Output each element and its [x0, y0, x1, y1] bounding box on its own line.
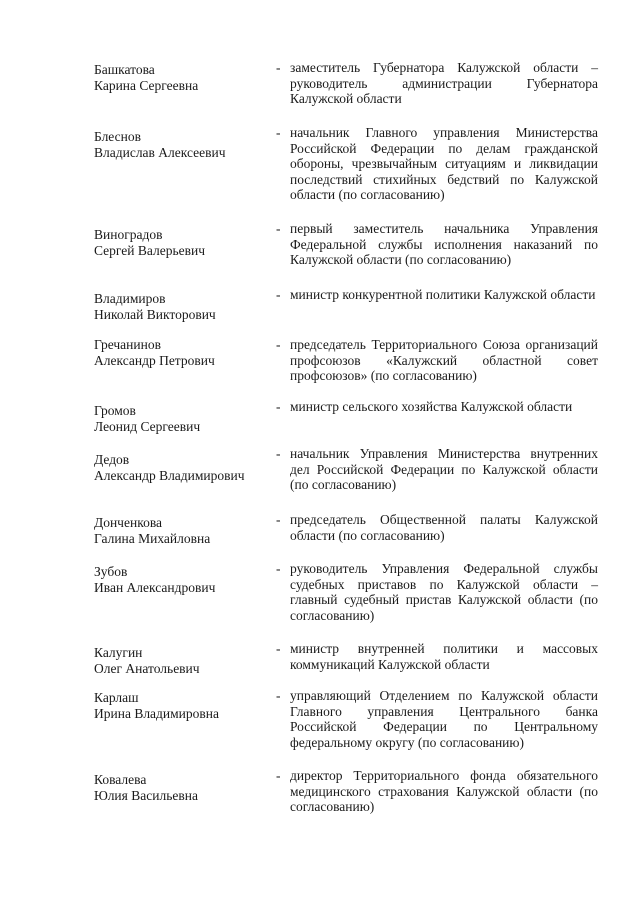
member-name	[94, 645, 274, 676]
member-position: заместитель Губернатора Калужской области – руководитель администрации Губернатора Калужской области	[290, 60, 598, 107]
member-surname: Владимиров	[94, 291, 166, 306]
member-name	[94, 129, 274, 160]
member-position: министр сельского хозяйства Калужской области	[290, 399, 573, 414]
member-surname: Виноградов	[94, 227, 163, 242]
member-position: министр конкурентной политики Калужской области	[290, 287, 596, 302]
member-given-names: Александр Владимирович	[94, 467, 245, 483]
member-given-names: Олег Анатольевич	[94, 660, 200, 676]
member-position: министр внутренней политики и массовых коммуникаций Калужской области	[290, 641, 598, 672]
member-surname: Башкатова	[94, 62, 155, 77]
member-name	[94, 564, 274, 595]
member-name	[94, 515, 274, 546]
separator-dash: -	[276, 125, 281, 140]
member-surname: Донченкова	[94, 515, 163, 530]
member-surname: Зубов	[94, 564, 128, 579]
member-position: начальник Главного управления Министерства Российской Федерации по делам гражданской обороны, чрезвычайным ситуациям и ликвидации последствий стихийных бедствий по Калужской области (по согласованию)	[290, 125, 598, 203]
member-surname: Гречанинов	[94, 337, 161, 352]
member-given-names: Ирина Владимировна	[94, 705, 220, 721]
member-surname: Калугин	[94, 645, 143, 660]
separator-dash: -	[276, 337, 281, 352]
member-name	[94, 337, 274, 368]
member-name	[94, 403, 274, 434]
member-given-names: Сергей Валерьевич	[94, 242, 205, 258]
separator-dash: -	[276, 512, 281, 527]
member-surname: Карлаш	[94, 690, 139, 705]
separator-dash: -	[276, 221, 281, 236]
separator-dash: -	[276, 446, 281, 461]
member-given-names: Галина Михайловна	[94, 530, 211, 546]
member-position: начальник Управления Министерства внутренних дел Российской Федерации по Калужской области (по согласованию)	[290, 446, 598, 493]
member-position: первый заместитель начальника Управления Федеральной службы исполнения наказаний по Калужской области (по согласованию)	[290, 221, 598, 268]
separator-dash: -	[276, 399, 281, 414]
member-name	[94, 62, 274, 93]
separator-dash: -	[276, 561, 281, 576]
separator-dash: -	[276, 60, 281, 75]
member-name	[94, 227, 274, 258]
member-position: руководитель Управления Федеральной службы судебных приставов по Калужской области – главный судебный пристав Калужской области (по согласованию)	[290, 561, 598, 623]
member-name	[94, 690, 274, 721]
member-position: председатель Территориального Союза организаций профсоюзов «Калужский областной совет профсоюзов» (по согласованию)	[290, 337, 598, 384]
separator-dash: -	[276, 688, 281, 703]
member-name	[94, 772, 274, 803]
member-position: управляющий Отделением по Калужской области Главного управления Центрального банка Российской Федерации по Центральному федеральному округу (по согласованию)	[290, 688, 598, 750]
member-surname: Блеснов	[94, 129, 141, 144]
member-given-names: Иван Александрович	[94, 579, 216, 595]
member-position: председатель Общественной палаты Калужской области (по согласованию)	[290, 512, 598, 543]
member-surname: Дедов	[94, 452, 130, 467]
separator-dash: -	[276, 641, 281, 656]
member-position: директор Территориального фонда обязательного медицинского страхования Калужской области (по согласованию)	[290, 768, 598, 815]
member-name	[94, 291, 274, 322]
member-given-names: Александр Петрович	[94, 352, 215, 368]
member-surname: Ковалева	[94, 772, 147, 787]
member-surname: Громов	[94, 403, 136, 418]
separator-dash: -	[276, 287, 281, 302]
member-given-names: Леонид Сергеевич	[94, 418, 201, 434]
member-given-names: Владислав Алексеевич	[94, 144, 226, 160]
separator-dash: -	[276, 768, 281, 783]
member-given-names: Карина Сергеевна	[94, 77, 199, 93]
member-given-names: Юлия Васильевна	[94, 787, 198, 803]
member-given-names: Николай Викторович	[94, 306, 216, 322]
member-name	[94, 452, 274, 483]
